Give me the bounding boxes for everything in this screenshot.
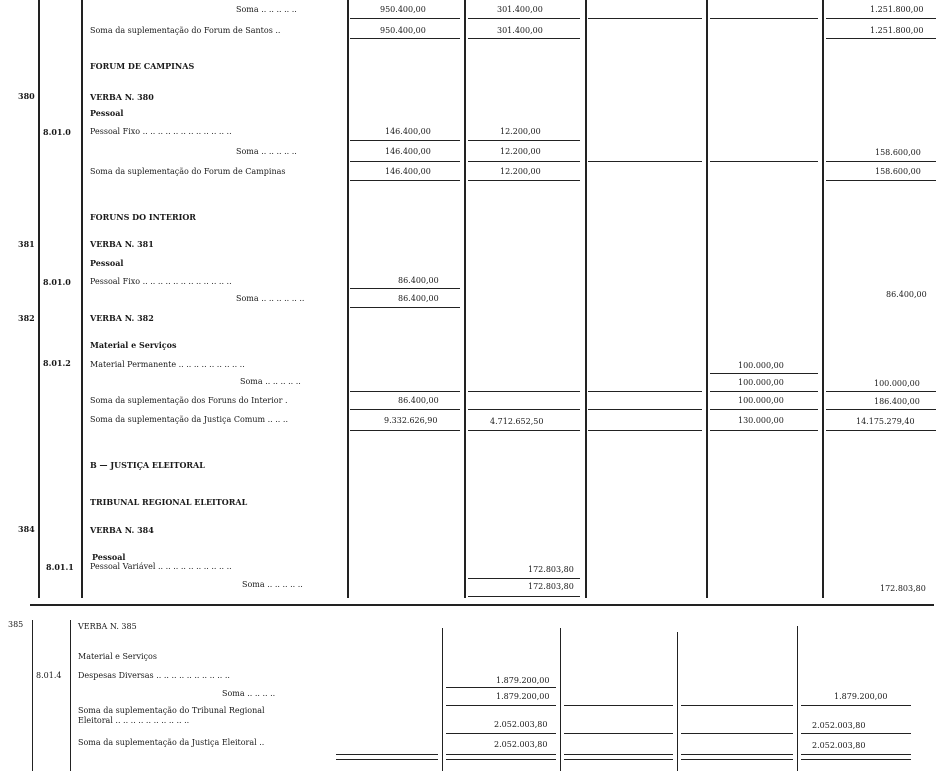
rule [350, 18, 460, 19]
cell-value: 100.000,00 [738, 361, 784, 370]
cell-value: 12.200,00 [500, 147, 541, 156]
rule [564, 705, 673, 706]
rule [350, 140, 460, 141]
rule [564, 754, 673, 755]
column-rule [70, 620, 71, 771]
rule [336, 759, 438, 760]
rule [588, 18, 702, 19]
rule [468, 430, 580, 431]
column-rule [677, 632, 678, 771]
verba-code: 382 [18, 313, 35, 323]
cell-value: 9.332.626,90 [384, 416, 438, 425]
verba-code: 384 [18, 524, 35, 534]
cell-value: 130.000,00 [738, 416, 784, 425]
verba-code: 381 [18, 239, 35, 249]
verba-code: 385 [8, 620, 24, 629]
cell-value: 158.600,00 [875, 148, 921, 157]
cell-value: 950.400,00 [380, 5, 426, 14]
cell-value: 12.200,00 [500, 127, 541, 136]
rule [681, 705, 793, 706]
row-label: Despesas Diversas .. .. .. .. .. .. .. .. .. .. [78, 671, 230, 680]
rule [350, 38, 460, 39]
rule [350, 307, 460, 308]
cell-value: 301.400,00 [497, 5, 543, 14]
rule [468, 140, 580, 141]
rule [588, 161, 702, 162]
rule [588, 409, 702, 410]
rule [468, 180, 580, 181]
column-rule [560, 628, 561, 771]
cell-value: 2.052.003,80 [494, 720, 548, 729]
account-code: 8.01.2 [43, 358, 71, 368]
rule [350, 288, 460, 289]
row-label: Soma da suplementação da Justiça Eleitoral .. [78, 738, 265, 747]
cell-value: 172.803,80 [528, 582, 574, 591]
cell-value: 2.052.003,80 [812, 741, 866, 750]
rule [468, 578, 580, 579]
section-heading: FORUM DE CAMPINAS [90, 61, 195, 71]
rule [710, 373, 818, 374]
account-code: 8.01.4 [36, 671, 62, 680]
cell-value: 86.400,00 [886, 290, 927, 299]
rule [350, 161, 460, 162]
row-label: Material Permanente .. .. .. .. .. .. .. .. .. [90, 360, 245, 369]
subheading: Material e Serviços [78, 652, 157, 661]
rule [446, 759, 556, 760]
cell-value: 146.400,00 [385, 147, 431, 156]
rule [826, 430, 936, 431]
cell-value: 2.052.003,80 [812, 721, 866, 730]
rule [350, 409, 460, 410]
column-rule [585, 0, 587, 598]
row-label: Soma .. .. .. .. .. [236, 5, 297, 14]
rule [826, 180, 936, 181]
cell-value: 12.200,00 [500, 167, 541, 176]
cell-value: 4.712.652,50 [490, 417, 544, 426]
cell-value: 86.400,00 [398, 294, 439, 303]
rule [681, 759, 793, 760]
rule [801, 754, 911, 755]
cell-value: 1.251.800,00 [870, 26, 924, 35]
row-label: Pessoal Fixo .. .. .. .. .. .. .. .. .. .. .. .. [90, 127, 232, 136]
section-separator [30, 604, 934, 606]
verba-code: 380 [18, 91, 35, 101]
column-rule [822, 0, 824, 598]
rule [801, 759, 911, 760]
row-label: Soma da suplementação do Forum de Santos .. [90, 26, 281, 35]
rule [588, 430, 702, 431]
cell-value: 950.400,00 [380, 26, 426, 35]
rule [564, 759, 673, 760]
row-label: Soma .. .. .. .. .. [236, 147, 297, 156]
row-label: Soma da suplementação da Justiça Comum .. .. .. [90, 415, 288, 424]
rule [681, 754, 793, 755]
row-label: Soma .. .. .. .. .. [242, 580, 303, 589]
row-label: Soma da suplementação do Tribunal Regional [78, 706, 265, 715]
rule [826, 391, 936, 392]
column-rule [347, 0, 349, 598]
column-rule [797, 626, 798, 771]
rule [350, 391, 460, 392]
column-rule [38, 0, 40, 598]
rule [468, 409, 580, 410]
cell-value: 1.879.200,00 [496, 676, 550, 685]
column-rule [32, 620, 33, 771]
column-rule [442, 628, 443, 771]
row-label: Pessoal Fixo .. .. .. .. .. .. .. .. .. .. .. .. [90, 277, 232, 286]
rule [826, 161, 936, 162]
verba-heading: VERBA N. 380 [90, 92, 154, 102]
rule [826, 18, 936, 19]
account-code: 8.01.0 [43, 127, 71, 137]
rule [801, 733, 911, 734]
cell-value: 146.400,00 [385, 167, 431, 176]
rule [468, 391, 580, 392]
section-heading: TRIBUNAL REGIONAL ELEITORAL [90, 497, 248, 507]
rule [710, 430, 818, 431]
rule [336, 754, 438, 755]
rule [801, 705, 911, 706]
account-code: 8.01.1 [46, 562, 74, 572]
column-rule [464, 0, 466, 598]
cell-value: 1.251.800,00 [870, 5, 924, 14]
cell-value: 172.803,80 [880, 584, 926, 593]
row-label: Soma da suplementação dos Foruns do Interior . [90, 396, 288, 405]
cell-value: 100.000,00 [874, 379, 920, 388]
row-label: Pessoal Variável .. .. .. .. .. .. .. .. .. .. [90, 562, 232, 571]
verba-heading: VERBA N. 382 [90, 313, 154, 323]
cell-value: 1.879.200,00 [834, 692, 888, 701]
cell-value: 1.879.200,00 [496, 692, 550, 701]
cell-value: 146.400,00 [385, 127, 431, 136]
rule [446, 687, 556, 688]
row-label: Eleitoral .. .. .. .. .. .. .. .. .. .. [78, 716, 190, 725]
verba-heading: VERBA N. 384 [90, 525, 154, 535]
rule [468, 596, 580, 597]
verba-heading: VERBA N. 381 [90, 239, 154, 249]
column-rule [706, 0, 708, 598]
rule [446, 733, 556, 734]
subheading: Pessoal [90, 108, 124, 118]
rule [564, 733, 673, 734]
cell-value: 86.400,00 [398, 276, 439, 285]
rule [446, 705, 556, 706]
rule [710, 391, 818, 392]
subheading: Material e Serviços [90, 340, 177, 350]
cell-value: 100.000,00 [738, 378, 784, 387]
rule [588, 391, 702, 392]
column-rule [81, 0, 83, 598]
cell-value: 301.400,00 [497, 26, 543, 35]
cell-value: 172.803,80 [528, 565, 574, 574]
rule [710, 18, 818, 19]
cell-value: 100.000,00 [738, 396, 784, 405]
account-code: 8.01.0 [43, 277, 71, 287]
rule [350, 180, 460, 181]
cell-value: 86.400,00 [398, 396, 439, 405]
row-label: Soma .. .. .. .. .. .. [236, 294, 305, 303]
subheading: Pessoal [92, 552, 126, 562]
cell-value: 158.600,00 [875, 167, 921, 176]
section-heading: B — JUSTIÇA ELEITORAL [90, 460, 205, 470]
rule [468, 38, 580, 39]
section-heading: FORUNS DO INTERIOR [90, 212, 196, 222]
rule [468, 18, 580, 19]
row-label: Soma .. .. .. .. .. [240, 377, 301, 386]
rule [826, 38, 936, 39]
rule [350, 430, 460, 431]
subheading: Pessoal [90, 258, 124, 268]
row-label: Soma .. .. .. .. [222, 689, 276, 698]
rule [710, 409, 818, 410]
rule [710, 161, 818, 162]
cell-value: 2.052.003,80 [494, 740, 548, 749]
rule [681, 733, 793, 734]
verba-heading: VERBA N. 385 [78, 622, 137, 631]
rule [468, 161, 580, 162]
rule [446, 754, 556, 755]
rule [826, 409, 936, 410]
cell-value: 14.175.279,40 [856, 417, 915, 426]
cell-value: 186.400,00 [874, 397, 920, 406]
row-label: Soma da suplementação do Forum de Campinas [90, 167, 286, 176]
